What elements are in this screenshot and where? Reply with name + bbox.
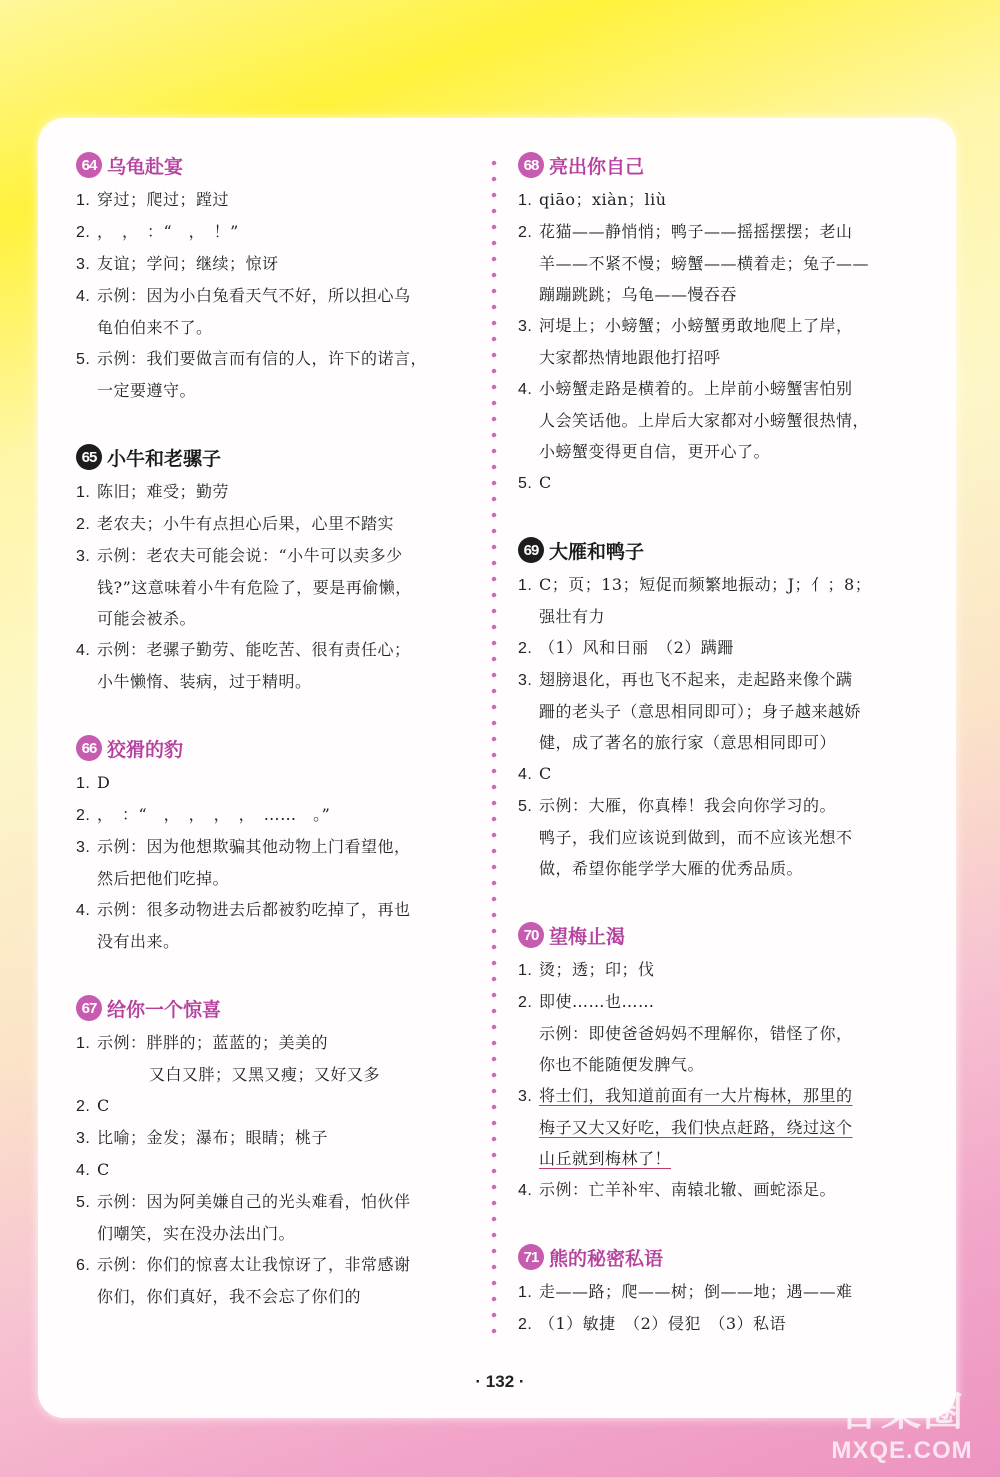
answer-line <box>76 476 476 508</box>
answer-section-68 <box>518 148 928 499</box>
answer-line <box>518 279 928 310</box>
answer-text: 钱?”这意味着小牛有危险了，要是再偷懒， <box>97 578 412 597</box>
answer-text: 没有出来。 <box>97 932 180 951</box>
answer-line <box>518 1143 928 1174</box>
section-number-badge: 66 <box>76 735 102 761</box>
answer-label: 4. <box>76 288 91 305</box>
section-title: 亮出你自己 <box>549 155 645 178</box>
section-heading <box>518 918 928 952</box>
answer-line <box>518 853 928 884</box>
answer-text: 走——路；爬——树；倒——地；遇——难 <box>539 1282 853 1301</box>
answer-label: 1. <box>518 192 533 209</box>
answer-label: 3. <box>518 318 533 335</box>
answer-line <box>518 601 928 632</box>
section-title: 小牛和老骡子 <box>107 447 222 470</box>
answer-line <box>76 831 476 863</box>
answer-line <box>76 375 476 406</box>
answer-section-67 <box>76 991 476 1312</box>
section-title: 乌龟赴宴 <box>107 155 184 178</box>
answer-line <box>76 1249 476 1281</box>
answer-line <box>76 799 476 831</box>
section-heading <box>518 148 928 182</box>
answer-section-71 <box>518 1240 928 1340</box>
answer-text: 又白又胖；又黑又瘦；又好又多 <box>149 1065 381 1084</box>
answer-line <box>518 790 928 822</box>
answer-line <box>76 1154 476 1186</box>
answer-label: 3. <box>518 1088 533 1105</box>
answer-line <box>76 1059 476 1090</box>
answer-text: 梅子又大又好吃，我们快点赶路，绕过这个 <box>539 1118 853 1137</box>
answer-line <box>76 603 476 634</box>
answer-line <box>518 569 928 601</box>
answer-text: C <box>97 1160 110 1179</box>
answer-text: 一定要遵守。 <box>97 381 197 400</box>
answer-line <box>518 1276 928 1308</box>
answer-line <box>518 310 928 342</box>
answer-line <box>76 508 476 540</box>
answer-text: 小螃蟹走路是横着的。上岸前小螃蟹害怕别 <box>539 379 853 398</box>
answer-text: 羊——不紧不慢；螃蟹——横着走；兔子—— <box>539 254 870 273</box>
answer-label: 3. <box>76 1130 91 1147</box>
answer-line <box>76 248 476 280</box>
answer-label: 4. <box>76 1162 91 1179</box>
answer-line <box>76 666 476 697</box>
answer-text: 河堤上；小螃蟹；小螃蟹勇敢地爬上了岸， <box>539 316 853 335</box>
section-heading <box>518 533 928 567</box>
answer-text: 示例：大雁，你真棒！我会向你学习的。 <box>539 796 837 815</box>
section-heading <box>518 1240 928 1274</box>
section-title: 给你一个惊喜 <box>107 998 222 1021</box>
answer-label: 2. <box>76 807 91 824</box>
answer-text: 示例：很多动物进去后都被豹吃掉了，再也 <box>97 900 411 919</box>
heart-dot-divider <box>489 155 499 1335</box>
section-number-badge: 68 <box>518 152 544 178</box>
section-number-badge: 70 <box>518 922 544 948</box>
answer-label: 6. <box>76 1257 91 1274</box>
watermark-url: MXQE.COM <box>831 1437 973 1464</box>
answer-label: 3. <box>76 839 91 856</box>
answer-label: 5. <box>76 1194 91 1211</box>
left-column <box>76 148 476 1346</box>
answer-text: 示例：老农夫可能会说：“小牛可以卖多少 <box>97 546 403 565</box>
answer-line <box>76 634 476 666</box>
answer-label: 3. <box>76 548 91 565</box>
answer-label: 2. <box>518 1316 533 1333</box>
answer-label: 4. <box>76 642 91 659</box>
answer-label: 1. <box>76 775 91 792</box>
answer-text: 大家都热情地跟他打招呼 <box>539 348 721 367</box>
answer-text: 示例：因为阿美嫌自己的光头难看，怕伙伴 <box>97 1192 411 1211</box>
answer-label: 1. <box>518 577 533 594</box>
answer-text: ， ：“ ， ， ， ， …… 。” <box>97 805 331 824</box>
section-heading <box>76 148 476 182</box>
answer-text: 人会笑话他。上岸后大家都对小螃蟹很热情， <box>539 411 870 430</box>
answer-line <box>518 216 928 248</box>
answer-line <box>518 467 928 499</box>
answer-line <box>76 767 476 799</box>
answer-line <box>518 184 928 216</box>
answer-label: 3. <box>76 256 91 273</box>
answer-text: C；页；13；短促而频繁地振动；J；亻；8； <box>539 575 872 594</box>
answer-line <box>518 1112 928 1143</box>
answer-text: C <box>539 764 552 783</box>
answer-line <box>76 280 476 312</box>
answer-text: 陈旧；难受；勤劳 <box>97 482 230 501</box>
right-column <box>518 148 928 1374</box>
answer-text: 将士们，我知道前面有一大片梅林，那里的 <box>539 1086 853 1105</box>
answer-text: 你们，你们真好，我不会忘了你们的 <box>97 1287 362 1306</box>
answer-text: ， ， ：“ ， ！” <box>97 222 239 241</box>
answer-text: 翅膀退化，再也飞不起来，走起路来像个蹒 <box>539 670 853 689</box>
answer-text: 鸭子，我们应该说到做到，而不应该光想不 <box>539 828 853 847</box>
section-number-badge: 65 <box>76 444 102 470</box>
section-title: 望梅止渴 <box>549 925 626 948</box>
answer-line <box>76 1090 476 1122</box>
answer-section-64 <box>76 148 476 406</box>
answer-text: 穿过；爬过；蹚过 <box>97 190 230 209</box>
answer-text: 小牛懒惰、装病，过于精明。 <box>97 672 312 691</box>
answer-line <box>76 1281 476 1312</box>
answer-label: 4. <box>518 1182 533 1199</box>
answer-label: 2. <box>518 640 533 657</box>
answer-label: 1. <box>518 962 533 979</box>
answer-line <box>76 863 476 894</box>
answer-line <box>76 1027 476 1059</box>
section-number-badge: 64 <box>76 152 102 178</box>
answer-text: 你也不能随便发脾气。 <box>539 1055 705 1074</box>
answer-line <box>76 1186 476 1218</box>
watermark-logo: 答案圈 <box>839 1390 965 1434</box>
answer-text: 即使……也…… <box>539 992 655 1011</box>
answer-section-65 <box>76 440 476 697</box>
answer-label: 5. <box>518 475 533 492</box>
answer-line <box>518 436 928 467</box>
answer-line <box>76 184 476 216</box>
answer-text: 烫；透；印；伐 <box>539 960 655 979</box>
answer-line <box>76 343 476 375</box>
answer-line <box>76 216 476 248</box>
section-title: 大雁和鸭子 <box>549 540 645 563</box>
answer-label: 1. <box>518 1284 533 1301</box>
answer-text: 示例：我们要做言而有信的人，许下的诺言， <box>97 349 428 368</box>
answer-line <box>518 822 928 853</box>
answer-text: （1）风和日丽 （2）蹒跚 <box>539 638 734 657</box>
answer-text: 示例：因为小白兔看天气不好，所以担心乌 <box>97 286 411 305</box>
answer-text: 跚的老头子（意思相同即可）；身子越来越娇 <box>539 702 862 721</box>
answer-line <box>76 572 476 603</box>
page-number: · 132 · <box>475 1372 525 1391</box>
section-title: 熊的秘密私语 <box>549 1247 664 1270</box>
answer-text: 健，成了著名的旅行家（意思相同即可） <box>539 733 837 752</box>
answer-text: C <box>97 1096 110 1115</box>
answer-section-70 <box>518 918 928 1206</box>
answer-line <box>76 926 476 957</box>
answer-label: 1. <box>76 484 91 501</box>
answer-line <box>518 1174 928 1206</box>
answer-text: D <box>97 773 111 792</box>
answer-text: 做，希望你能学学大雁的优秀品质。 <box>539 859 804 878</box>
answer-label: 5. <box>518 798 533 815</box>
answer-line <box>518 954 928 986</box>
answer-text: 示例：因为他想欺骗其他动物上门看望他， <box>97 837 411 856</box>
answer-section-66 <box>76 731 476 957</box>
answer-line <box>518 1080 928 1112</box>
answer-line <box>518 758 928 790</box>
answer-text: 强壮有力 <box>539 607 606 626</box>
answer-label: 4. <box>76 902 91 919</box>
answer-text: qiāo；xiàn；liù <box>539 190 667 209</box>
answer-line <box>518 342 928 373</box>
answer-text: 比喻；金发；瀑布；眼睛；桃子 <box>97 1128 329 1147</box>
answer-line <box>518 727 928 758</box>
watermark <box>812 1380 992 1465</box>
answer-text: 老农夫；小牛有点担心后果，心里不踏实 <box>97 514 395 533</box>
answer-text: 然后把他们吃掉。 <box>97 869 230 888</box>
answer-line <box>518 1018 928 1049</box>
answer-label: 2. <box>518 224 533 241</box>
answer-label: 4. <box>518 381 533 398</box>
answer-text: 示例：胖胖的；蓝蓝的；美美的 <box>97 1033 329 1052</box>
answer-line <box>76 1218 476 1249</box>
answer-label: 2. <box>518 994 533 1011</box>
answer-text: 蹦蹦跳跳；乌龟——慢吞吞 <box>539 285 738 304</box>
section-title: 狡猾的豹 <box>107 738 184 761</box>
answer-line <box>518 696 928 727</box>
section-number-badge: 69 <box>518 537 544 563</box>
answer-label: 1. <box>76 1035 91 1052</box>
answer-line <box>518 664 928 696</box>
answer-section-69 <box>518 533 928 884</box>
answer-line <box>518 248 928 279</box>
answer-label: 4. <box>518 766 533 783</box>
answer-line <box>76 1122 476 1154</box>
answer-line <box>518 632 928 664</box>
section-heading <box>76 991 476 1025</box>
section-heading <box>76 440 476 474</box>
answer-text: 小螃蟹变得更自信，更开心了。 <box>539 442 771 461</box>
answer-label: 1. <box>76 192 91 209</box>
answer-line <box>76 540 476 572</box>
section-number-badge: 67 <box>76 995 102 1021</box>
answer-text: 友谊；学问；继续；惊讶 <box>97 254 279 273</box>
answer-text: 可能会被杀。 <box>97 609 197 628</box>
answer-line <box>518 405 928 436</box>
answer-text: 们嘲笑，实在没办法出门。 <box>97 1224 296 1243</box>
answer-text: 示例：亡羊补牢、南辕北辙、画蛇添足。 <box>539 1180 837 1199</box>
answer-text: C <box>539 473 552 492</box>
section-number-badge: 71 <box>518 1244 544 1270</box>
answer-text: 示例：老骡子勤劳、能吃苦、很有责任心； <box>97 640 411 659</box>
section-heading <box>76 731 476 765</box>
answer-text: （1）敏捷 （2）侵犯 （3）私语 <box>539 1314 787 1333</box>
answer-line <box>518 986 928 1018</box>
answer-text: 示例：即使爸爸妈妈不理解你，错怪了你， <box>539 1024 853 1043</box>
answer-label: 3. <box>518 672 533 689</box>
answer-line <box>518 373 928 405</box>
answer-text: 龟伯伯来不了。 <box>97 318 213 337</box>
answer-text: 山丘就到梅林了！ <box>539 1149 672 1168</box>
answer-line <box>76 312 476 343</box>
answer-label: 5. <box>76 351 91 368</box>
answer-text: 花猫——静悄悄；鸭子——摇摇摆摆；老山 <box>539 222 853 241</box>
answer-label: 2. <box>76 224 91 241</box>
answer-line <box>518 1308 928 1340</box>
answer-text: 示例：你们的惊喜太让我惊讶了，非常感谢 <box>97 1255 411 1274</box>
answer-label: 2. <box>76 516 91 533</box>
answer-label: 2. <box>76 1098 91 1115</box>
answer-line <box>518 1049 928 1080</box>
answer-line <box>76 894 476 926</box>
